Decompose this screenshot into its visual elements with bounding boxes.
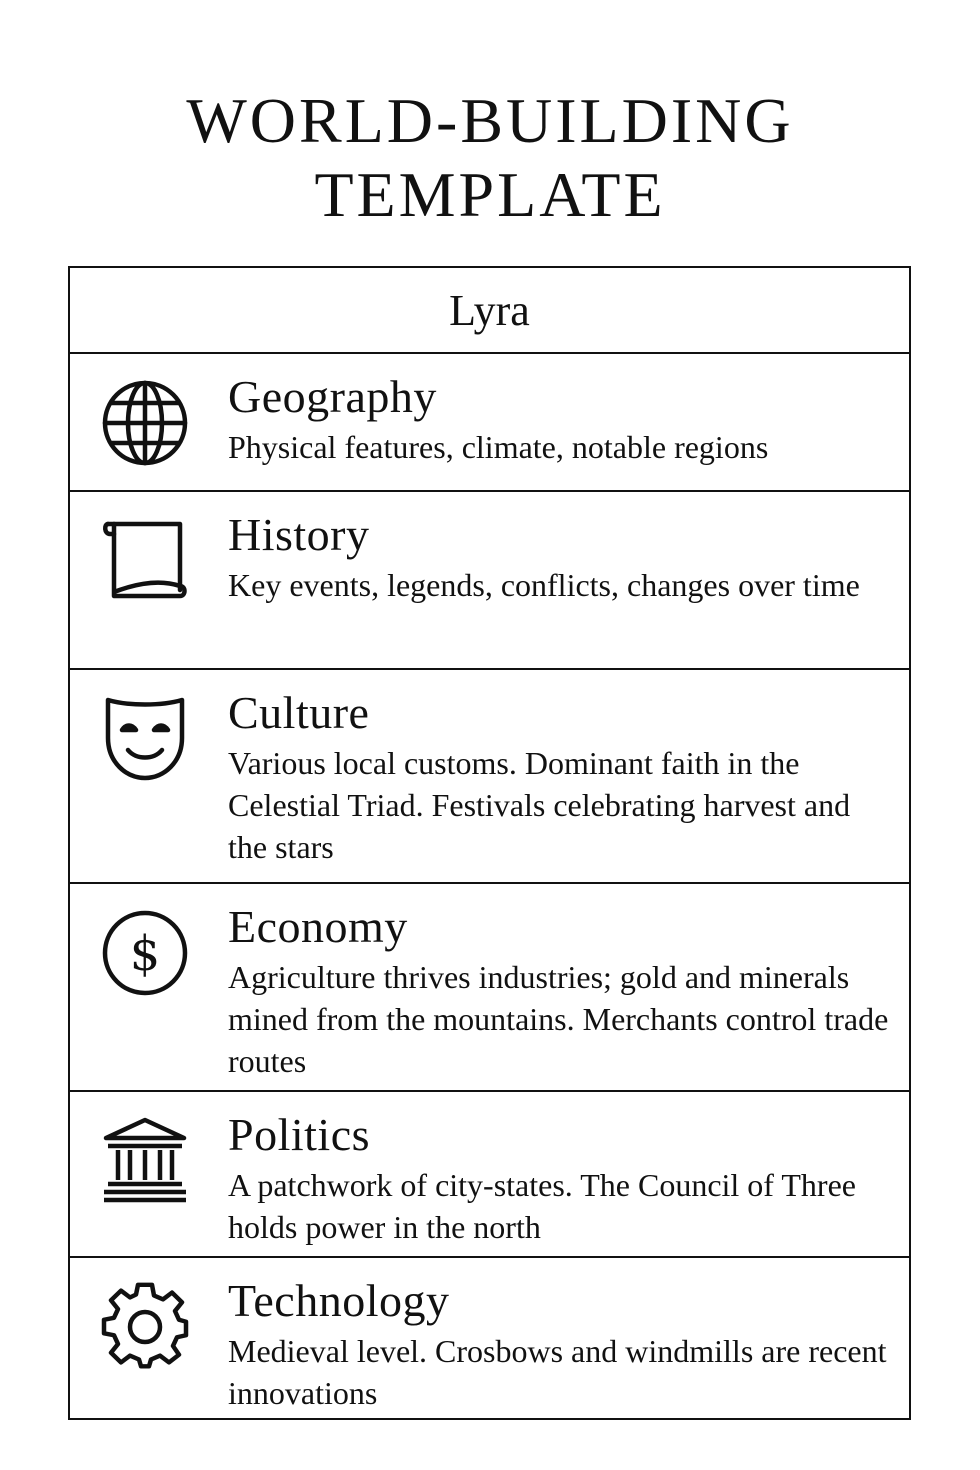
- section-description: Various local customs. Dominant faith in the Celestial Triad. Festivals celebrating harvest and the stars: [228, 745, 851, 865]
- section-description: Medieval level. Crosbows and windmills are recent innovations: [228, 1333, 887, 1411]
- template-sheet: [68, 266, 911, 1420]
- section-technology: [70, 1258, 909, 1418]
- section-history: [70, 492, 909, 670]
- section-economy: [70, 884, 909, 1092]
- section-heading: Geography: [228, 371, 437, 422]
- section-description: A patchwork of city-states. The Council of Three holds power in the north: [228, 1167, 856, 1245]
- gear-icon: [100, 1282, 190, 1372]
- section-description: Physical features, climate, notable regions: [228, 429, 769, 465]
- globe-icon: [100, 378, 190, 468]
- section-heading: History: [228, 509, 370, 560]
- section-description: Key events, legends, conflicts, changes over time: [228, 567, 860, 603]
- world-name: Lyra: [70, 268, 909, 354]
- section-heading: Politics: [228, 1109, 371, 1160]
- page-title-line-1: WORLD-BUILDING: [186, 85, 794, 156]
- section-politics: [70, 1092, 909, 1258]
- dollar-coin-icon: [100, 908, 190, 998]
- section-geography: [70, 354, 909, 492]
- section-heading: Technology: [228, 1275, 450, 1326]
- section-heading: Culture: [228, 687, 370, 738]
- section-heading: Economy: [228, 901, 408, 952]
- scroll-icon: [100, 516, 190, 606]
- page-title-line-2: TEMPLATE: [314, 159, 666, 230]
- government-building-icon: [100, 1116, 190, 1206]
- page-title: [0, 84, 980, 232]
- section-description: Agriculture thrives industries; gold and minerals mined from the mountains. Merchants control trade routes: [228, 959, 889, 1079]
- mask-icon: [100, 694, 190, 784]
- svg-text:$: $: [129, 926, 161, 982]
- section-culture: [70, 670, 909, 884]
